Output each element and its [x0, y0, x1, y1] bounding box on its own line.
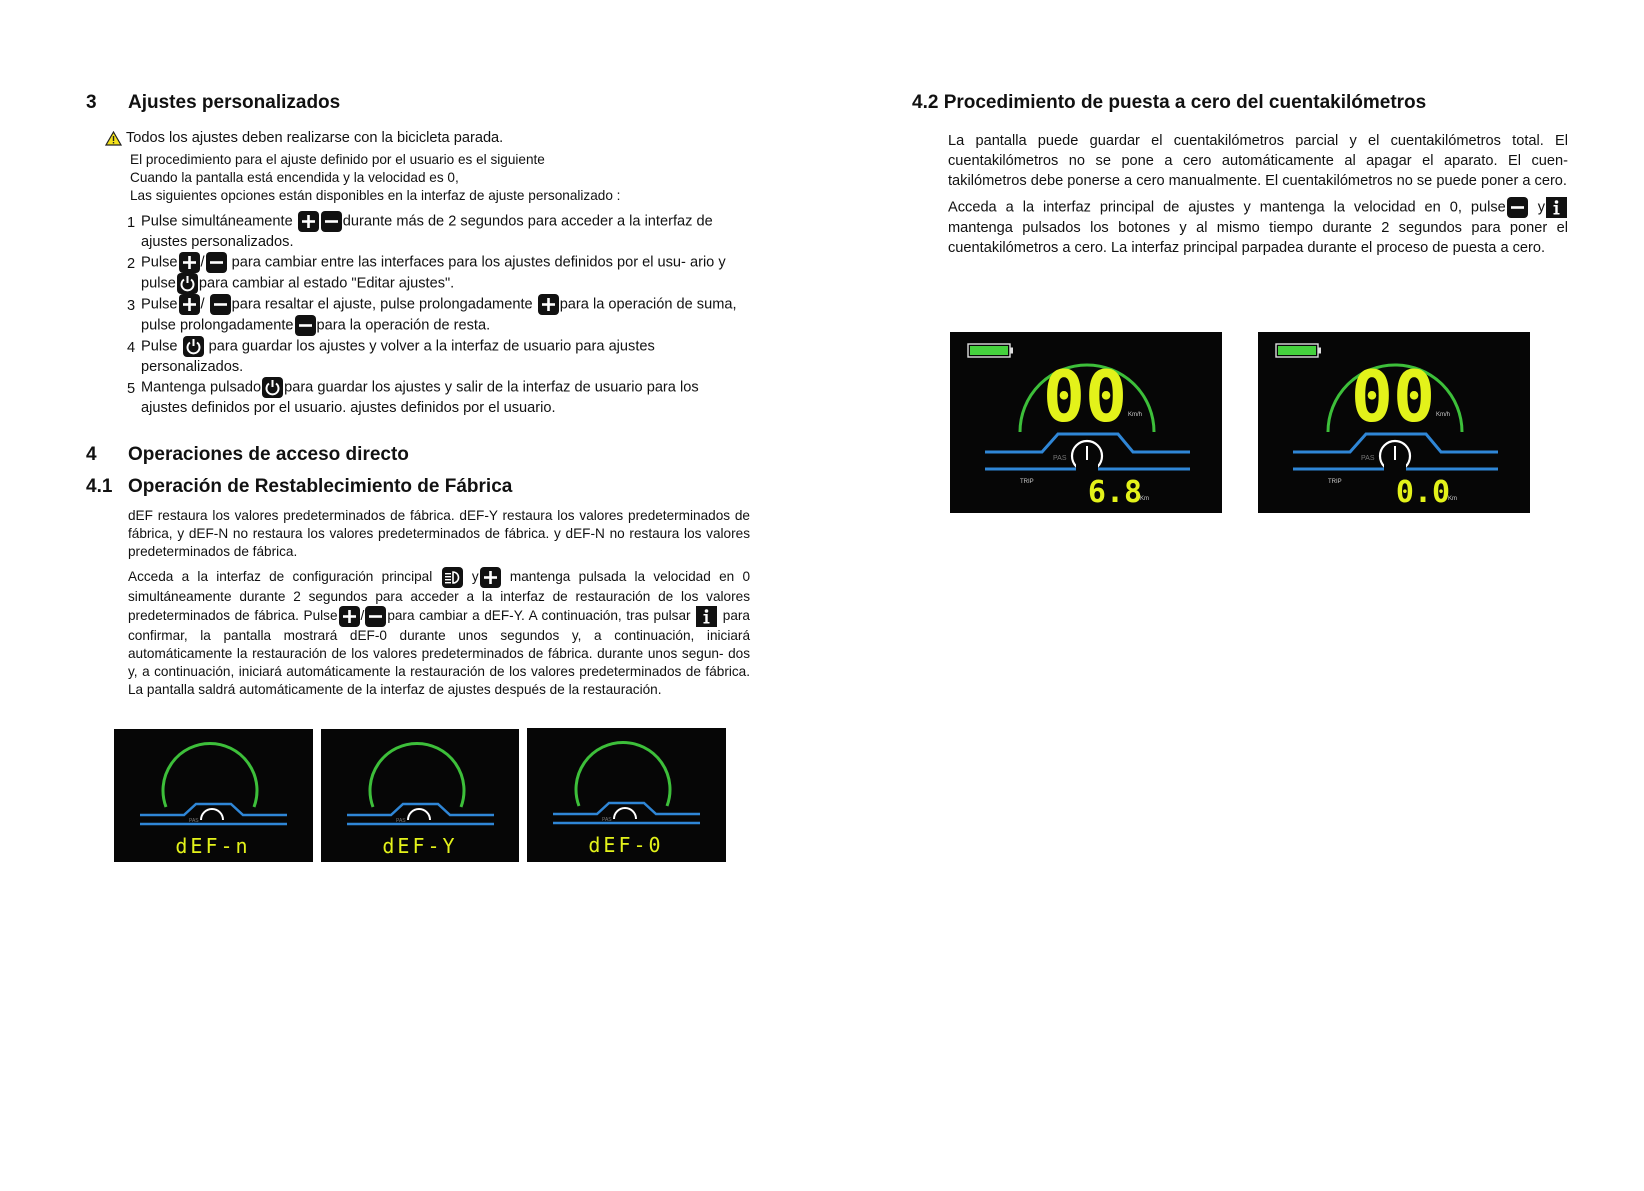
paragraph-text: /: [360, 608, 365, 624]
paragraph-text: y: [1537, 199, 1545, 216]
section-title: Operación de Restablecimiento de Fábrica: [128, 476, 513, 497]
pas-label: PAS: [1361, 455, 1375, 462]
section-4-2-heading: 4.2 Procedimiento de puesta a cero del cuentakilómetros: [912, 92, 1427, 113]
lcd-display: [1258, 332, 1530, 513]
lcd-screen-def-n: [114, 729, 313, 862]
trip-label: TRIP: [1328, 479, 1342, 485]
step-text: Pulse: [141, 338, 178, 355]
def-label: dEF-Y: [382, 834, 458, 858]
trip-value: 0.0: [1395, 475, 1451, 510]
section-number: 4: [86, 444, 97, 465]
speed-value: 00: [1350, 356, 1436, 438]
section-4-heading: [86, 444, 409, 466]
step-text: para guardar los ajustes y volver a la interfaz de usuario para ajustes personalizados.: [141, 338, 655, 375]
paragraph-text: Acceda a la interfaz principal de ajustes y mantenga la velocidad en 0, pulse: [948, 199, 1506, 216]
step-text: /: [200, 296, 205, 313]
headlight-button-icon: [442, 567, 463, 588]
minus-button-icon: [321, 211, 342, 232]
pas-label: PAS: [189, 818, 199, 824]
section-3-heading: [86, 92, 340, 114]
paragraph-text: para confirmar, la pantalla mostrará dEF-0 durante unos segundos y, a continuación, iniciará automáticamente la restauración de los valores predeterminados de fábrica. durante unos segun- dos y, a continuación, iniciará automáticamente la restauración de los valores predeterminados de fábrica. La pantalla saldrá automáticamente de la interfaz de ajustes después de la restauración.: [128, 608, 750, 697]
step-number: 2: [127, 256, 136, 272]
speed-unit: Km/h: [1436, 412, 1451, 418]
lcd-screen-def-y: [321, 729, 519, 862]
step-item: [127, 336, 742, 377]
intro-line: Las siguientes opciones están disponibles en la interfaz de ajuste personalizado :: [130, 188, 621, 203]
lcd-display: [321, 729, 519, 862]
paragraph: [948, 197, 1568, 258]
info-button-icon: [696, 606, 717, 627]
trip-label: TRIP: [1020, 479, 1034, 485]
speed-value: 00: [1042, 356, 1128, 438]
intro-line: Cuando la pantalla está encendida y la velocidad es 0,: [130, 170, 459, 185]
step-text: Pulse: [141, 254, 178, 271]
step-item: [127, 252, 742, 294]
step-item: [127, 294, 742, 336]
step-number: 1: [127, 215, 136, 231]
power-button-icon: [262, 377, 283, 398]
step-text: para guardar los ajustes y salir de la interfaz de usuario para los ajustes definidos por el usuario. ajustes definidos por el usuario.: [141, 379, 699, 416]
trip-unit: Km: [1140, 496, 1149, 502]
pas-label: PAS: [396, 818, 406, 824]
def-label: dEF-n: [175, 834, 251, 858]
plus-button-icon: [179, 252, 200, 273]
minus-button-icon: [365, 606, 386, 627]
paragraph-text: mantenga pulsados los botones y al mismo tiempo durante 2 segundos para poner el cuentakilómetros a cero. La interfaz principal parpadea durante el proceso de puesta a cero.: [948, 220, 1568, 256]
section-title: Operaciones de acceso directo: [128, 444, 409, 465]
trip-value: 6.8: [1087, 475, 1143, 510]
plus-button-icon: [480, 567, 501, 588]
speed-unit: Km/h: [1128, 412, 1143, 418]
battery-icon: [1276, 344, 1321, 357]
minus-button-icon: [1507, 197, 1528, 218]
section-4-2-body: [948, 131, 1568, 258]
section-number: 4.1: [86, 476, 113, 497]
section-4-1-heading: [86, 476, 512, 498]
pas-label: PAS: [1053, 455, 1067, 462]
lcd-screen-trip-after: [1258, 332, 1530, 513]
step-text: Pulse simultáneamente: [141, 213, 293, 230]
section-4-1-body: [128, 507, 750, 699]
paragraph-text: y: [471, 569, 479, 585]
plus-button-icon: [298, 211, 319, 232]
step-number: 3: [127, 298, 136, 314]
lcd-display: [527, 728, 726, 862]
step-text: Mantenga pulsado: [141, 379, 262, 396]
paragraph-text: Acceda a la interfaz de configuración principal: [128, 569, 433, 585]
section-3-intro: [130, 151, 740, 205]
lcd-screen-trip-before: [950, 332, 1222, 513]
step-text: para cambiar entre las interfaces para los ajustes definidos por el usu- ario y pulse: [141, 254, 726, 292]
plus-button-icon: [538, 294, 559, 315]
lcd-display: [114, 729, 313, 862]
lcd-display: [950, 332, 1222, 513]
warning-text: Todos los ajustes deben realizarse con la bicicleta parada.: [126, 130, 504, 146]
paragraph: La pantalla puede guardar el cuentakilómetros parcial y el cuentakilómetros total. El cuentakilómetros no se pone a cero automáticamente al apagar el aparato. El cuen- takilómetros debe ponerse a cero manualmente. El cuentakilómetros no se puede poner a cero.: [948, 133, 1568, 189]
intro-line: El procedimiento para el ajuste definido por el usuario es el siguiente: [130, 152, 545, 167]
step-number: 5: [127, 381, 136, 397]
steps-list: [127, 211, 742, 418]
minus-button-icon: [295, 315, 316, 336]
section-title: Ajustes personalizados: [128, 92, 341, 113]
plus-button-icon: [179, 294, 200, 315]
warning-icon: [105, 131, 122, 146]
step-text: para resaltar el ajuste, pulse prolongadamente: [231, 296, 533, 313]
step-text: para cambiar al estado "Editar ajustes".: [198, 275, 455, 292]
minus-button-icon: [206, 252, 227, 273]
step-text: /: [200, 254, 205, 271]
step-text: durante más de 2 segundos para acceder a la interfaz de ajustes personalizados.: [141, 213, 713, 250]
step-item: [127, 211, 742, 252]
minus-button-icon: [210, 294, 231, 315]
plus-button-icon: [339, 606, 360, 627]
step-number: 4: [127, 340, 136, 356]
paragraph-text: mantenga pulsada la velocidad en 0 simultáneamente durante 2 segundos para acceder a la interfaz de restauración de los valores predeterminados de fábrica. Pulse: [128, 569, 751, 624]
paragraph: dEF restaura los valores predeterminados de fábrica. dEF-Y restaura los valores predeterminados de fábrica, y dEF-N no restaura los valores predeterminados de fábrica. y dEF-N no restaura los valores predeterminados de fábrica.: [128, 508, 750, 559]
info-button-icon: [1546, 197, 1567, 218]
paragraph-text: para cambiar a dEF-Y. A continuación, tras pulsar: [387, 608, 691, 624]
step-text: para la operación de suma, pulse prolongadamente: [141, 296, 737, 334]
step-text: para la operación de resta.: [316, 317, 491, 334]
battery-icon: [968, 344, 1013, 357]
section-number: 3: [86, 92, 97, 113]
warning-line: [105, 129, 503, 147]
step-text: Pulse: [141, 296, 178, 313]
pas-label: PAS: [602, 817, 612, 823]
step-item: [127, 377, 742, 418]
power-button-icon: [183, 336, 204, 357]
def-label: dEF-0: [588, 833, 664, 857]
paragraph: [128, 567, 750, 699]
trip-unit: Km: [1448, 496, 1457, 502]
power-button-icon: [177, 273, 198, 294]
lcd-screen-def-0: [527, 728, 726, 862]
